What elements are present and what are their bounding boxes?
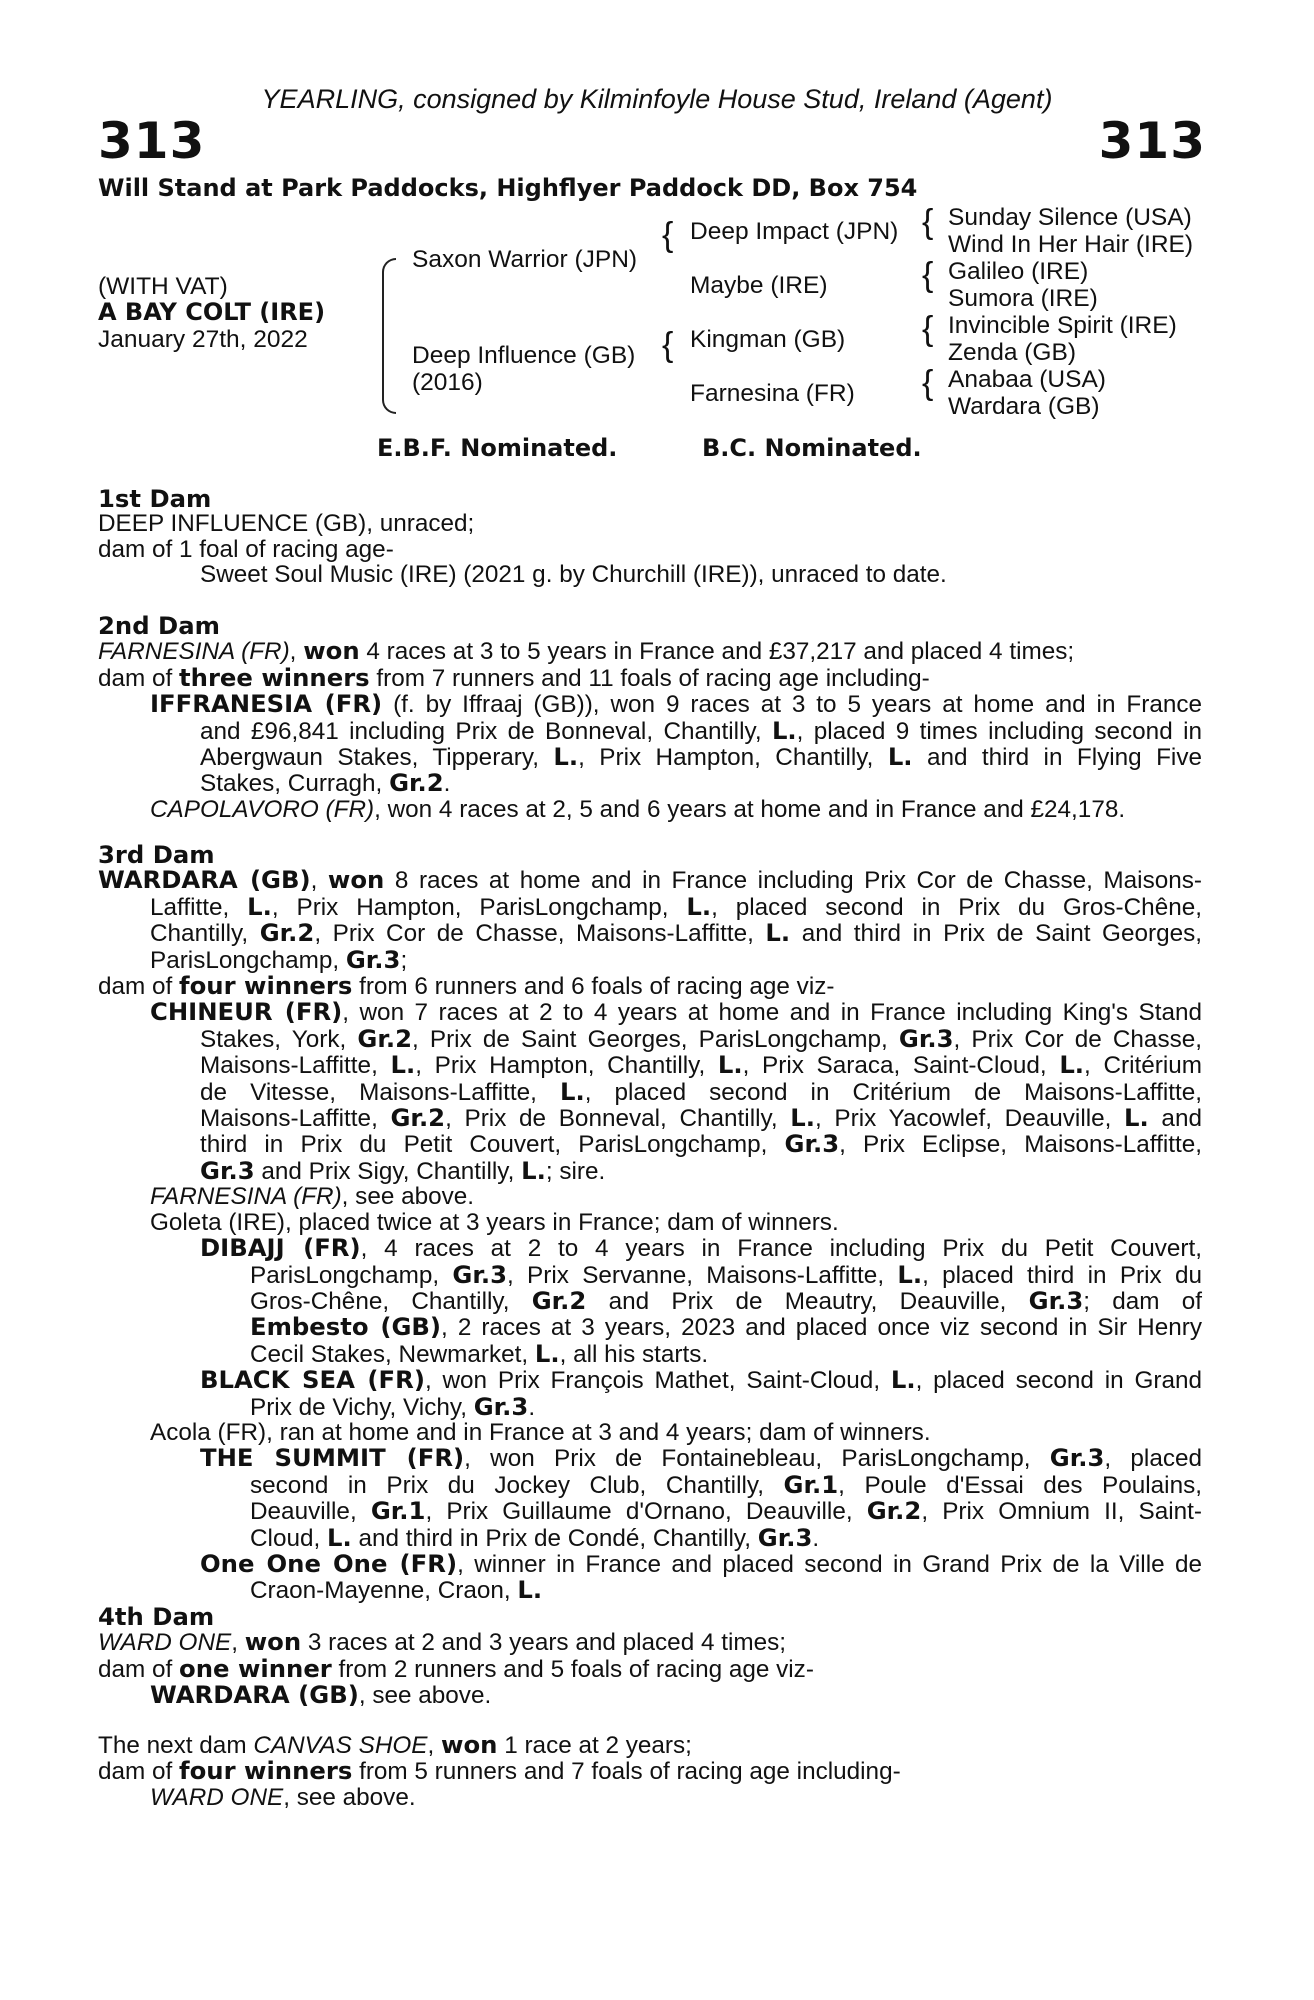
third-dam-line: BLACK SEA (FR), won Prix François Mathet, Saint-Cloud, L., placed second in Grand [200, 1365, 1202, 1395]
pedigree-brace-g3: { [922, 310, 934, 348]
third-dam-line: Stakes, York, Gr.2, Prix de Saint Georges, ParisLongchamp, Gr.3, Prix Cor de Chasse, [200, 1023, 1203, 1053]
next-dam-section [98, 1732, 1202, 1810]
fourth-dam-line: dam of one winner from 2 runners and 5 foals of racing age viz- [98, 1653, 814, 1683]
third-dam-line: Chantilly, Gr.2, Prix Cor de Chasse, Maisons-Laffitte, L. and third in Prix de Saint Georges, [150, 918, 1202, 948]
pedigree-dam-dam: Farnesina (FR) [690, 380, 855, 407]
pedigree-gen3-6: Zenda (GB) [948, 339, 1076, 366]
fourth-dam-line: WARD ONE, won 3 races at 2 and 3 years and placed 4 times; [98, 1627, 787, 1657]
pedigree-brace-sire: { [662, 216, 674, 254]
first-dam-section [98, 486, 1202, 588]
first-dam-line: dam of 1 foal of racing age- [98, 535, 394, 563]
next-dam-line: dam of four winners from 5 runners and 7 foals of racing age including- [98, 1756, 901, 1786]
ebf-nomination: E.B.F. Nominated. [377, 434, 618, 462]
third-dam-line: Embesto (GB), 2 races at 3 years, 2023 and placed once viz second in Sir Henry [250, 1312, 1202, 1342]
third-dam-line: ParisLongchamp, Gr.3, Prix Servanne, Maisons-Laffitte, L., placed third in Prix du [250, 1259, 1202, 1289]
pedigree-gen3-7: Anabaa (USA) [948, 366, 1106, 393]
fourth-dam-section [98, 1604, 1202, 1709]
next-dam-line: WARD ONE, see above. [150, 1783, 416, 1811]
vat-note: (WITH VAT) [98, 273, 228, 300]
first-dam-produce: Sweet Soul Music (IRE) (2021 g. by Churchill (IRE)), unraced to date. [200, 561, 947, 589]
pedigree-gen3-8: Wardara (GB) [948, 393, 1100, 420]
third-dam-heading: 3rd Dam [98, 840, 215, 869]
pedigree-gen3-4: Sumora (IRE) [948, 285, 1098, 312]
second-dam-line: Stakes, Curragh, Gr.2. [200, 768, 451, 798]
third-dam-line: CHINEUR (FR), won 7 races at 2 to 4 years at home and in France including King's Stand [150, 997, 1202, 1027]
second-dam-line: Abergwaun Stakes, Tipperary, L., Prix Hampton, Chantilly, L. and third in Flying Five [200, 742, 1202, 772]
lot-number-left: 313 [98, 112, 206, 170]
pedigree-dam-sire: Kingman (GB) [690, 326, 846, 353]
pedigree-brace-g2: { [922, 256, 934, 294]
lot-number-right: 313 [1098, 112, 1206, 170]
lot-title: A BAY COLT (IRE) [98, 298, 326, 326]
first-dam-line: DEEP INFLUENCE (GB), unraced; [98, 510, 475, 538]
pedigree-sire-dam: Maybe (IRE) [690, 272, 828, 299]
second-dam-line: dam of three winners from 7 runners and 11 foals of racing age including- [98, 662, 930, 692]
first-dam-heading: 1st Dam [98, 484, 212, 513]
third-dam-line: One One One (FR), winner in France and placed second in Grand Prix de la Ville de [200, 1548, 1202, 1578]
third-dam-line: Maisons-Laffitte, Gr.2, Prix de Bonneval, Chantilly, L., Prix Yacowlef, Deauville, L. and [200, 1103, 1202, 1133]
third-dam-line: Craon-Mayenne, Craon, L. [250, 1575, 543, 1605]
pedigree-dam: Deep Influence (GB) [412, 342, 636, 369]
third-dam-line: DIBAJJ (FR), 4 races at 2 to 4 years in France including Prix du Petit Couvert, [200, 1233, 1202, 1263]
pedigree-gen3-1: Sunday Silence (USA) [948, 204, 1192, 231]
third-dam-line: Acola (FR), ran at home and in France at 3 and 4 years; dam of winners. [150, 1418, 931, 1446]
second-dam-section [98, 613, 1202, 822]
bc-nomination: B.C. Nominated. [702, 434, 922, 462]
consignment-line: YEARLING, consigned by Kilminfoyle House Stud, Ireland (Agent) [261, 84, 1053, 114]
fourth-dam-heading: 4th Dam [98, 1602, 215, 1631]
third-dam-line: THE SUMMIT (FR), won Prix de Fontainebleau, ParisLongchamp, Gr.3, placed [200, 1443, 1203, 1473]
next-dam-line: The next dam CANVAS SHOE, won 1 race at 2 years; [98, 1730, 692, 1759]
third-dam-line: Cecil Stakes, Newmarket, L., all his starts. [250, 1338, 709, 1368]
third-dam-line: Goleta (IRE), placed twice at 3 years in France; dam of winners. [150, 1208, 839, 1236]
third-dam-line: Maisons-Laffitte, L., Prix Hampton, Chantilly, L., Prix Saraca, Saint-Cloud, L., Critérium [200, 1050, 1202, 1080]
second-dam-line: FARNESINA (FR), won 4 races at 3 to 5 years in France and £37,217 and placed 4 times; [98, 636, 1075, 666]
pedigree-sire-sire: Deep Impact (JPN) [690, 218, 899, 245]
foaling-date: January 27th, 2022 [98, 326, 308, 353]
third-dam-line: ParisLongchamp, Gr.3; [150, 944, 408, 974]
pedigree-dam-year: (2016) [412, 369, 483, 396]
pedigree-brace-main [382, 258, 396, 414]
third-dam-line: third in Prix du Petit Couvert, ParisLongchamp, Gr.3, Prix Eclipse, Maisons-Laffitte, [200, 1129, 1203, 1159]
third-dam-line: WARDARA (GB), won 8 races at home and in France including Prix Cor de Chasse, Maisons- [98, 865, 1202, 895]
third-dam-line: Gr.3 and Prix Sigy, Chantilly, L.; sire. [200, 1155, 606, 1185]
pedigree-sire: Saxon Warrior (JPN) [412, 246, 638, 273]
pedigree-brace-g4: { [922, 364, 934, 402]
third-dam-line: Deauville, Gr.1, Prix Guillaume d'Ornano, Deauville, Gr.2, Prix Omnium II, Saint- [250, 1496, 1202, 1526]
pedigree-gen3-3: Galileo (IRE) [948, 258, 1089, 285]
pedigree-brace-g1: { [922, 203, 934, 241]
third-dam-section [98, 842, 1202, 1604]
pedigree-gen3-5: Invincible Spirit (IRE) [948, 312, 1177, 339]
stand-location: Will Stand at Park Paddocks, Highflyer Paddock DD, Box 754 [98, 174, 918, 202]
second-dam-line: IFFRANESIA (FR) (f. by Iffraaj (GB)), won 9 races at 3 to 5 years at home and in France [150, 689, 1203, 719]
second-dam-line: CAPOLAVORO (FR), won 4 races at 2, 5 and 6 years at home and in France and £24,178. [150, 795, 1126, 823]
pedigree-brace-dam: { [662, 326, 674, 364]
pedigree-gen3-2: Wind In Her Hair (IRE) [948, 231, 1194, 258]
third-dam-line: Cloud, L. and third in Prix de Condé, Chantilly, Gr.3. [250, 1522, 820, 1552]
fourth-dam-line: WARDARA (GB), see above. [150, 1680, 492, 1710]
second-dam-line: and £96,841 including Prix de Bonneval, Chantilly, L., placed 9 times including second in [200, 715, 1202, 745]
third-dam-line: Gros-Chêne, Chantilly, Gr.2 and Prix de Meautry, Deauville, Gr.3; dam of [250, 1285, 1203, 1315]
third-dam-line: second in Prix du Jockey Club, Chantilly, Gr.1, Poule d'Essai des Poulains, [250, 1469, 1202, 1499]
second-dam-heading: 2nd Dam [98, 611, 220, 640]
third-dam-line: dam of four winners from 6 runners and 6 foals of racing age viz- [98, 971, 835, 1001]
third-dam-line: FARNESINA (FR), see above. [150, 1183, 475, 1211]
third-dam-line: de Vitesse, Maisons-Laffitte, L., placed second in Critérium de Maisons-Laffitte, [200, 1076, 1202, 1106]
third-dam-line: Prix de Vichy, Vichy, Gr.3. [250, 1391, 536, 1421]
third-dam-line: Laffitte, L., Prix Hampton, ParisLongchamp, L., placed second in Prix du Gros-Chêne, [150, 891, 1202, 921]
